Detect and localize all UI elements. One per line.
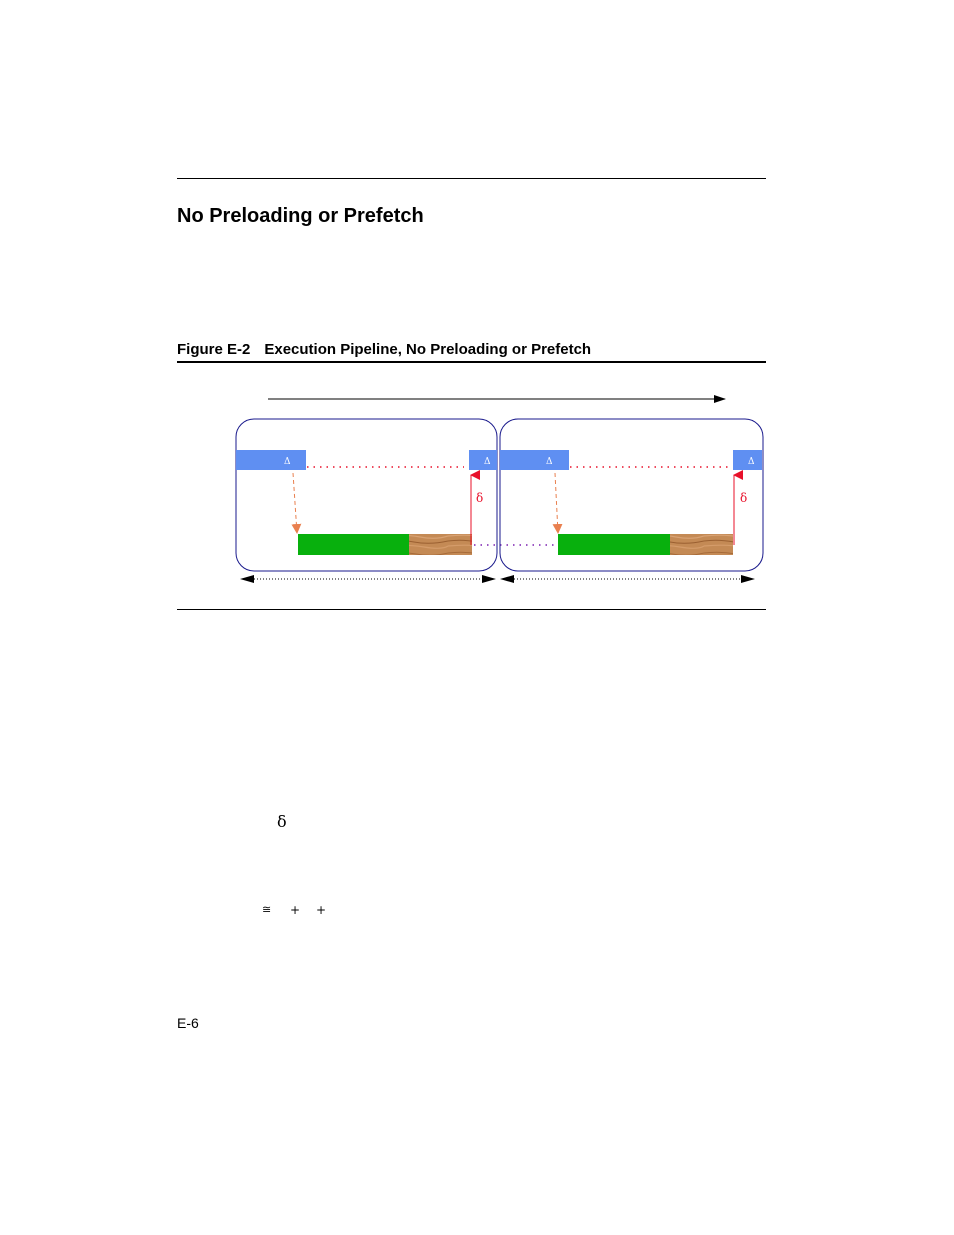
page-number: E-6 — [177, 1015, 199, 1031]
section-title: No Preloading or Prefetch — [177, 205, 424, 227]
blue-block — [500, 450, 569, 470]
delta-label: Δ — [284, 457, 291, 467]
figure-title: Execution Pipeline, No Preloading or Prefetch — [264, 341, 592, 358]
body-plus: + — [290, 903, 301, 917]
blue-block — [236, 450, 306, 470]
pipeline-cycle-2 — [500, 419, 763, 571]
green-block — [298, 534, 409, 555]
figure-number: Figure E-2 — [177, 341, 251, 358]
arrowhead-left — [240, 575, 254, 583]
orange-dashed-arrow — [293, 473, 297, 533]
pipeline-cycle-1 — [236, 419, 556, 571]
blue-block — [469, 450, 497, 470]
delta-label: Δ — [546, 457, 553, 467]
small-delta-label: δ — [740, 491, 748, 505]
body-delta: δ — [277, 812, 287, 831]
body-plus: + — [316, 903, 327, 917]
delta-label: Δ — [484, 457, 491, 467]
delta-label: Δ — [748, 457, 755, 467]
arrowhead-right — [741, 575, 755, 583]
figure-bottom-rule — [177, 609, 766, 610]
body-approx: ≅ — [262, 903, 272, 916]
wood-block — [670, 534, 733, 555]
orange-dashed-arrow — [555, 473, 558, 533]
small-delta-label: δ — [476, 491, 484, 505]
arrowhead-left — [500, 575, 514, 583]
wood-block — [409, 534, 472, 555]
green-block — [558, 534, 670, 555]
arrowhead-right — [482, 575, 496, 583]
